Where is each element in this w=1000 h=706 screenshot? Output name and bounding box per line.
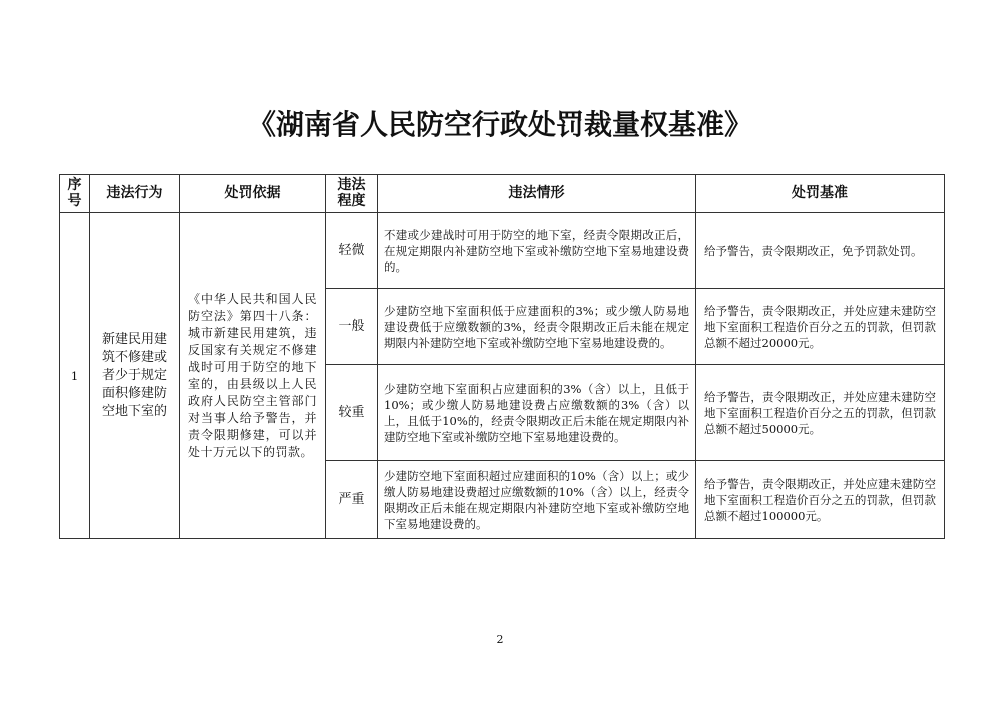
header-level-label: 违法程度 [337, 177, 366, 209]
header-standard: 处罚基准 [696, 175, 945, 213]
standard-cell: 给予警告，责令限期改正，并处应建未建防空地下室面积工程造价百分之五的罚款，但罚款总额不超过100000元。 [696, 461, 945, 539]
standard-cell: 给予警告，责令限期改正，并处应建未建防空地下室面积工程造价百分之五的罚款，但罚款总额不超过20000元。 [696, 289, 945, 365]
circumstance-cell: 少建防空地下室面积占应建面积的3%（含）以上，且低于10%；或少缴人防易地建设费占应缴数额的3%（含）以上，且低于10%的，经责令限期改正后未能在规定期限内补建防空地下室或补缴防空地下室易地建设费的。 [378, 365, 696, 461]
header-seq [60, 175, 90, 213]
table-header-row [60, 175, 945, 213]
circumstance-cell: 少建防空地下室面积低于应建面积的3%；或少缴人防易地建设费低于应缴数额的3%，经责令限期改正后未能在规定期限内补建防空地下室或补缴防空地下室易地建设费的。 [378, 289, 696, 365]
level-cell: 轻微 [326, 213, 378, 289]
row-seq: 1 [60, 213, 90, 539]
document-title: 《湖南省人民防空行政处罚裁量权基准》 [247, 108, 752, 141]
row-basis: 《中华人民共和国人民防空法》第四十八条：城市新建民用建筑，违反国家有关规定不修建战时可用于防空的地下室的，由县级以上人民政府人民防空主管部门对当事人给予警告，并责令限期修建，可以并处十万元以下的罚款。 [180, 213, 326, 539]
row-act: 新建民用建筑不修建或者少于规定面积修建防空地下室的 [90, 213, 180, 539]
level-cell: 较重 [326, 365, 378, 461]
header-level [326, 175, 378, 213]
circumstance-cell: 不建或少建战时可用于防空的地下室，经责令限期改正后，在规定期限内补建防空地下室或补缴防空地下室易地建设费的。 [378, 213, 696, 289]
penalty-standard-table [59, 174, 945, 539]
level-cell: 一般 [326, 289, 378, 365]
header-act: 违法行为 [90, 175, 180, 213]
page-number: 2 [496, 633, 504, 646]
level-cell: 严重 [326, 461, 378, 539]
table-row [60, 213, 945, 289]
header-circumstances: 违法情形 [378, 175, 696, 213]
header-seq-label: 序号 [67, 177, 82, 209]
circumstance-cell: 少建防空地下室面积超过应建面积的10%（含）以上；或少缴人防易地建设费超过应缴数额的10%（含）以上，经责令限期改正后未能在规定期限内补建防空地下室或补缴防空地下室易地建设费的。 [378, 461, 696, 539]
standard-cell: 给予警告，责令限期改正，并处应建未建防空地下室面积工程造价百分之五的罚款，但罚款总额不超过50000元。 [696, 365, 945, 461]
header-basis: 处罚依据 [180, 175, 326, 213]
standard-cell: 给予警告，责令限期改正，免予罚款处罚。 [696, 213, 945, 289]
